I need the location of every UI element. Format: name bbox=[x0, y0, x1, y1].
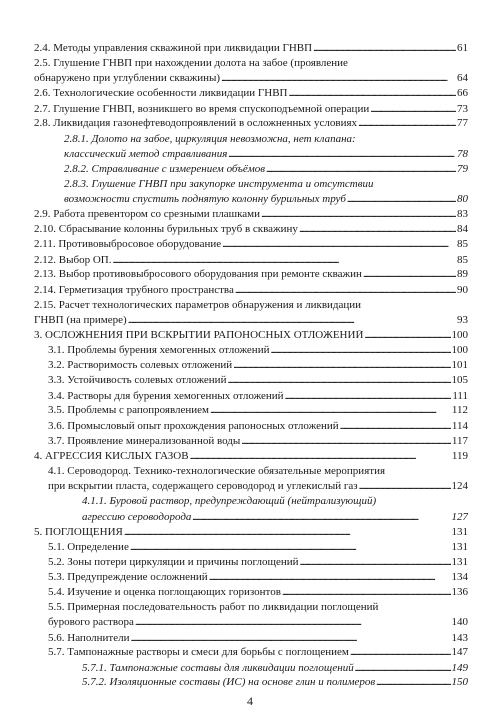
toc-dot-leader bbox=[347, 194, 456, 205]
toc-entry-title: агрессию сероводорода bbox=[82, 511, 192, 523]
toc-entry-line-last bbox=[34, 43, 468, 54]
toc-entry-title: 5. ПОГЛОЩЕНИЯ bbox=[34, 526, 123, 538]
toc-entry-title: 3.2. Растворимость солевых отложений bbox=[48, 360, 233, 372]
toc-entry-line-last bbox=[34, 209, 468, 220]
toc-entry-title: 5.7.1. Тампонажные составы для ликвидации поглощений bbox=[82, 662, 354, 674]
toc-entry-line-last bbox=[34, 269, 468, 280]
toc-entry-line-last bbox=[34, 315, 468, 326]
toc-entry-title: обнаружено при углублении скважины) bbox=[34, 73, 221, 85]
toc-entry-line-last bbox=[48, 572, 468, 583]
toc-entry-title: 2.7. Глушение ГНВП, возникшего во время спускоподъемной операции bbox=[34, 103, 370, 115]
toc-entry-title: 2.13. Выбор противовыбросового оборудования при ремонте скважин bbox=[34, 269, 362, 281]
toc-dot-leader bbox=[376, 677, 450, 688]
toc-entry-line-last bbox=[34, 104, 468, 115]
toc-entry-title: 4.1. Сероводород. Технико-технологические обязательные мероприятия bbox=[48, 466, 386, 478]
toc-page-number: 100 bbox=[451, 344, 468, 356]
toc-entry-line-last bbox=[34, 527, 468, 538]
toc-entry-line-last bbox=[48, 360, 468, 371]
toc-page-number: 83 bbox=[457, 208, 468, 220]
toc-dot-leader bbox=[222, 239, 456, 250]
toc-entry-line bbox=[82, 496, 468, 507]
toc-entry-title: 2.12. Выбор ОП. bbox=[34, 254, 112, 266]
toc-entry-title: возможности спустить поднятую колонну бурильных труб bbox=[64, 193, 346, 205]
toc-entry-title: 3.6. Промысловый опыт прохождения рапоносных отложений bbox=[48, 420, 339, 432]
toc-entry-line-last bbox=[82, 663, 468, 674]
toc-entry-title: 2.11. Противовыбросовое оборудование bbox=[34, 238, 222, 250]
toc-entry-title: 5.5. Примерная последовательность работ по ликвидации поглощений bbox=[48, 602, 379, 614]
toc-entry-line bbox=[64, 134, 468, 145]
toc-entry-title: 2.15. Расчет технологических параметров обнаружения и ликвидации bbox=[34, 300, 362, 312]
toc-entry-title: 3. ОСЛОЖНЕНИЯ ПРИ ВСКРЫТИИ РАПОНОСНЫХ ОТЛОЖЕНИЙ bbox=[34, 330, 364, 342]
toc-page-number: 131 bbox=[451, 526, 468, 538]
toc-page-number: 78 bbox=[457, 149, 468, 161]
toc-entry-title: при вскрытии пласта, содержащего сероводород и углекислый газ bbox=[48, 481, 358, 493]
toc-entry-title: 2.8.1. Долото на забое, циркуляция невозможна, нет клапана: bbox=[64, 134, 356, 145]
toc-entry-title: 5.7. Тампонажные растворы и смеси для борьбы с поглощением bbox=[48, 647, 349, 659]
toc-page-number: 149 bbox=[451, 662, 468, 674]
toc-page-number: 112 bbox=[451, 405, 468, 417]
toc-entry-line-last bbox=[48, 557, 468, 568]
toc-entry-title: 2.9. Работа превентором со срезными плашками bbox=[34, 208, 260, 220]
toc-dot-leader bbox=[363, 269, 456, 280]
toc-entry-line-last bbox=[34, 224, 468, 235]
toc-entry-line-last bbox=[34, 285, 468, 296]
toc-entry-line-last bbox=[34, 73, 468, 84]
toc-entry-title: бурового раствора bbox=[48, 617, 134, 629]
toc-dot-leader bbox=[235, 285, 456, 296]
toc-entry-line-last bbox=[82, 677, 468, 688]
toc-page-number: 111 bbox=[452, 390, 468, 402]
toc-page-number: 124 bbox=[451, 481, 468, 493]
toc-page-number: 131 bbox=[451, 542, 468, 554]
toc-entry-line bbox=[64, 179, 468, 190]
toc-page-number: 136 bbox=[451, 586, 468, 598]
toc-dot-leader bbox=[285, 391, 452, 402]
toc-dot-leader bbox=[135, 617, 451, 628]
toc-entry-line-last bbox=[48, 633, 468, 644]
toc-entry-line-last bbox=[48, 647, 468, 658]
toc-page-number: 64 bbox=[457, 73, 468, 85]
toc-dot-leader bbox=[192, 512, 450, 523]
toc-dot-leader bbox=[299, 224, 456, 235]
toc-entry-line bbox=[48, 602, 468, 613]
toc-entry-title: 3.5. Проблемы с рапопроявлением bbox=[48, 405, 210, 417]
toc-dot-leader bbox=[190, 451, 451, 462]
toc-entry-line-last bbox=[64, 194, 468, 205]
toc-page-number: 117 bbox=[451, 436, 468, 448]
toc-entry-title: 5.4. Изучение и оценка поглощающих горизонтов bbox=[48, 586, 281, 598]
toc-entry-title: 5.7.2. Изоляционные составы (ИС) на основе глин и полимеров bbox=[82, 677, 376, 689]
toc-page-number: 143 bbox=[451, 632, 468, 644]
toc-entry-title: 2.8.3. Глушение ГНВП при закупорке инструмента и отсутствии bbox=[64, 178, 374, 190]
toc-entry-line-last bbox=[34, 88, 468, 99]
toc-entry-line-last bbox=[34, 451, 468, 462]
toc-entry-title: 2.5. Глушение ГНВП при нахождении долота на забое (проявление bbox=[34, 58, 348, 70]
toc-dot-leader bbox=[270, 345, 450, 356]
toc-entry-title: 2.8. Ликвидация газонефтеводопроявлений в осложненных условиях bbox=[34, 118, 358, 130]
toc-dot-leader bbox=[261, 209, 456, 220]
toc-entry-title: 2.4. Методы управления скважиной при ликвидации ГНВП bbox=[34, 42, 313, 54]
toc-entry-line bbox=[48, 466, 468, 477]
toc-dot-leader bbox=[350, 647, 451, 658]
toc-dot-leader bbox=[364, 330, 450, 341]
toc-dot-leader bbox=[131, 633, 451, 644]
toc-entry-title: 3.3. Устойчивость солевых отложений bbox=[48, 375, 227, 386]
toc-entry-line-last bbox=[48, 375, 468, 386]
toc-entry-title: 4.1.1. Буровой раствор, предупреждающий (нейтрализующий) bbox=[82, 496, 377, 508]
toc-page-number: 134 bbox=[451, 572, 468, 584]
toc-page-number: 105 bbox=[451, 375, 468, 386]
toc-dot-leader bbox=[130, 542, 451, 553]
toc-page-number: 119 bbox=[451, 450, 468, 462]
toc-entry-title: 5.2. Зоны потери циркуляции и причины поглощений bbox=[48, 556, 299, 568]
toc-entry-line-last bbox=[48, 617, 468, 628]
toc-dot-leader bbox=[210, 405, 451, 416]
toc-page-number: 66 bbox=[457, 88, 468, 100]
toc-dot-leader bbox=[282, 587, 451, 598]
toc-dot-leader bbox=[124, 527, 451, 538]
toc-page-number: 84 bbox=[457, 224, 468, 236]
toc-dot-leader bbox=[228, 149, 456, 160]
toc-dot-leader bbox=[227, 375, 450, 386]
toc-page-number: 61 bbox=[457, 42, 468, 54]
toc-page-number: 150 bbox=[451, 677, 468, 689]
toc-entry-title: 2.6. Технологические особенности ликвидации ГНВП bbox=[34, 88, 288, 100]
toc-dot-leader bbox=[313, 43, 456, 54]
page-number: 4 bbox=[247, 694, 253, 708]
toc-page-number: 93 bbox=[457, 315, 468, 327]
toc-entry-title: ГНВП (на примере) bbox=[34, 315, 127, 327]
toc-dot-leader bbox=[358, 118, 456, 129]
toc-dot-leader bbox=[359, 481, 451, 492]
toc-page-number: 89 bbox=[457, 269, 468, 281]
toc-entry-line-last bbox=[48, 436, 468, 447]
toc-entry-line-last bbox=[48, 542, 468, 553]
toc-page-number: 85 bbox=[457, 238, 468, 250]
toc-page-number: 90 bbox=[457, 284, 468, 296]
toc-entry-title: 5.6. Наполнители bbox=[48, 632, 130, 644]
toc-dot-leader bbox=[300, 557, 451, 568]
toc-entry-line-last bbox=[48, 391, 468, 402]
toc-dot-leader bbox=[266, 164, 456, 175]
toc-page-number: 80 bbox=[457, 193, 468, 205]
toc-dot-leader bbox=[221, 73, 456, 84]
toc-dot-leader bbox=[289, 88, 457, 99]
toc-dot-leader bbox=[340, 421, 451, 432]
toc-entry-title: классический метод стравливания bbox=[64, 149, 228, 161]
toc-dot-leader bbox=[233, 360, 450, 371]
toc-dot-leader bbox=[209, 572, 451, 583]
toc-entry-line-last bbox=[48, 345, 468, 356]
toc-page-number: 79 bbox=[457, 164, 468, 176]
toc-dot-leader bbox=[355, 663, 451, 674]
toc-entry-line bbox=[34, 58, 468, 69]
toc-entry-line-last bbox=[48, 405, 468, 416]
toc-entry-title: 2.14. Герметизация трубного пространства bbox=[34, 284, 234, 296]
toc-entry-line-last bbox=[34, 239, 468, 250]
toc-entry-line-last bbox=[48, 587, 468, 598]
toc-dot-leader bbox=[370, 104, 456, 115]
toc-page-number: 101 bbox=[451, 360, 468, 372]
toc-entry-line-last bbox=[64, 149, 468, 160]
toc-entry-title: 5.3. Предупреждение осложнений bbox=[48, 572, 208, 584]
toc-page-number: 100 bbox=[451, 330, 468, 342]
toc-page-number: 131 bbox=[451, 556, 468, 568]
toc-entry-line-last bbox=[34, 118, 468, 129]
toc-page-number: 73 bbox=[457, 103, 468, 115]
toc-entry-title: 3.4. Растворы для бурения хемогенных отложений bbox=[48, 390, 284, 402]
toc-dot-leader bbox=[112, 255, 456, 266]
toc-entry-line bbox=[34, 300, 468, 311]
toc-entry-title: 3.1. Проблемы бурения хемогенных отложений bbox=[48, 344, 270, 356]
toc-entry-line-last bbox=[48, 481, 468, 492]
toc-entry-line-last bbox=[48, 421, 468, 432]
toc-page-number: 77 bbox=[457, 118, 468, 130]
toc-page-number: 147 bbox=[451, 647, 468, 659]
toc-entry-title: 3.7. Проявление минерализованной воды bbox=[48, 436, 241, 448]
toc-entry-line-last bbox=[34, 330, 468, 341]
toc-entry-title: 5.1. Определение bbox=[48, 542, 129, 554]
toc-entry-title: 2.8.2. Стравливание с измерением объёмов bbox=[64, 164, 266, 176]
toc-page-number: 114 bbox=[451, 420, 468, 432]
toc-dot-leader bbox=[128, 315, 456, 326]
toc-page-number: 85 bbox=[457, 254, 468, 266]
toc-entry-line-last bbox=[34, 255, 468, 266]
toc-entry-line-last bbox=[82, 512, 468, 523]
toc-entry-line-last bbox=[64, 164, 468, 175]
toc-dot-leader bbox=[241, 436, 451, 447]
toc-page-number: 140 bbox=[451, 617, 468, 629]
toc-entry-title: 2.10. Сбрасывание колонны бурильных труб в скважину bbox=[34, 224, 298, 236]
toc-entry-title: 4. АГРЕССИЯ КИСЛЫХ ГАЗОВ bbox=[34, 450, 189, 462]
toc-page-number: 127 bbox=[451, 511, 468, 523]
